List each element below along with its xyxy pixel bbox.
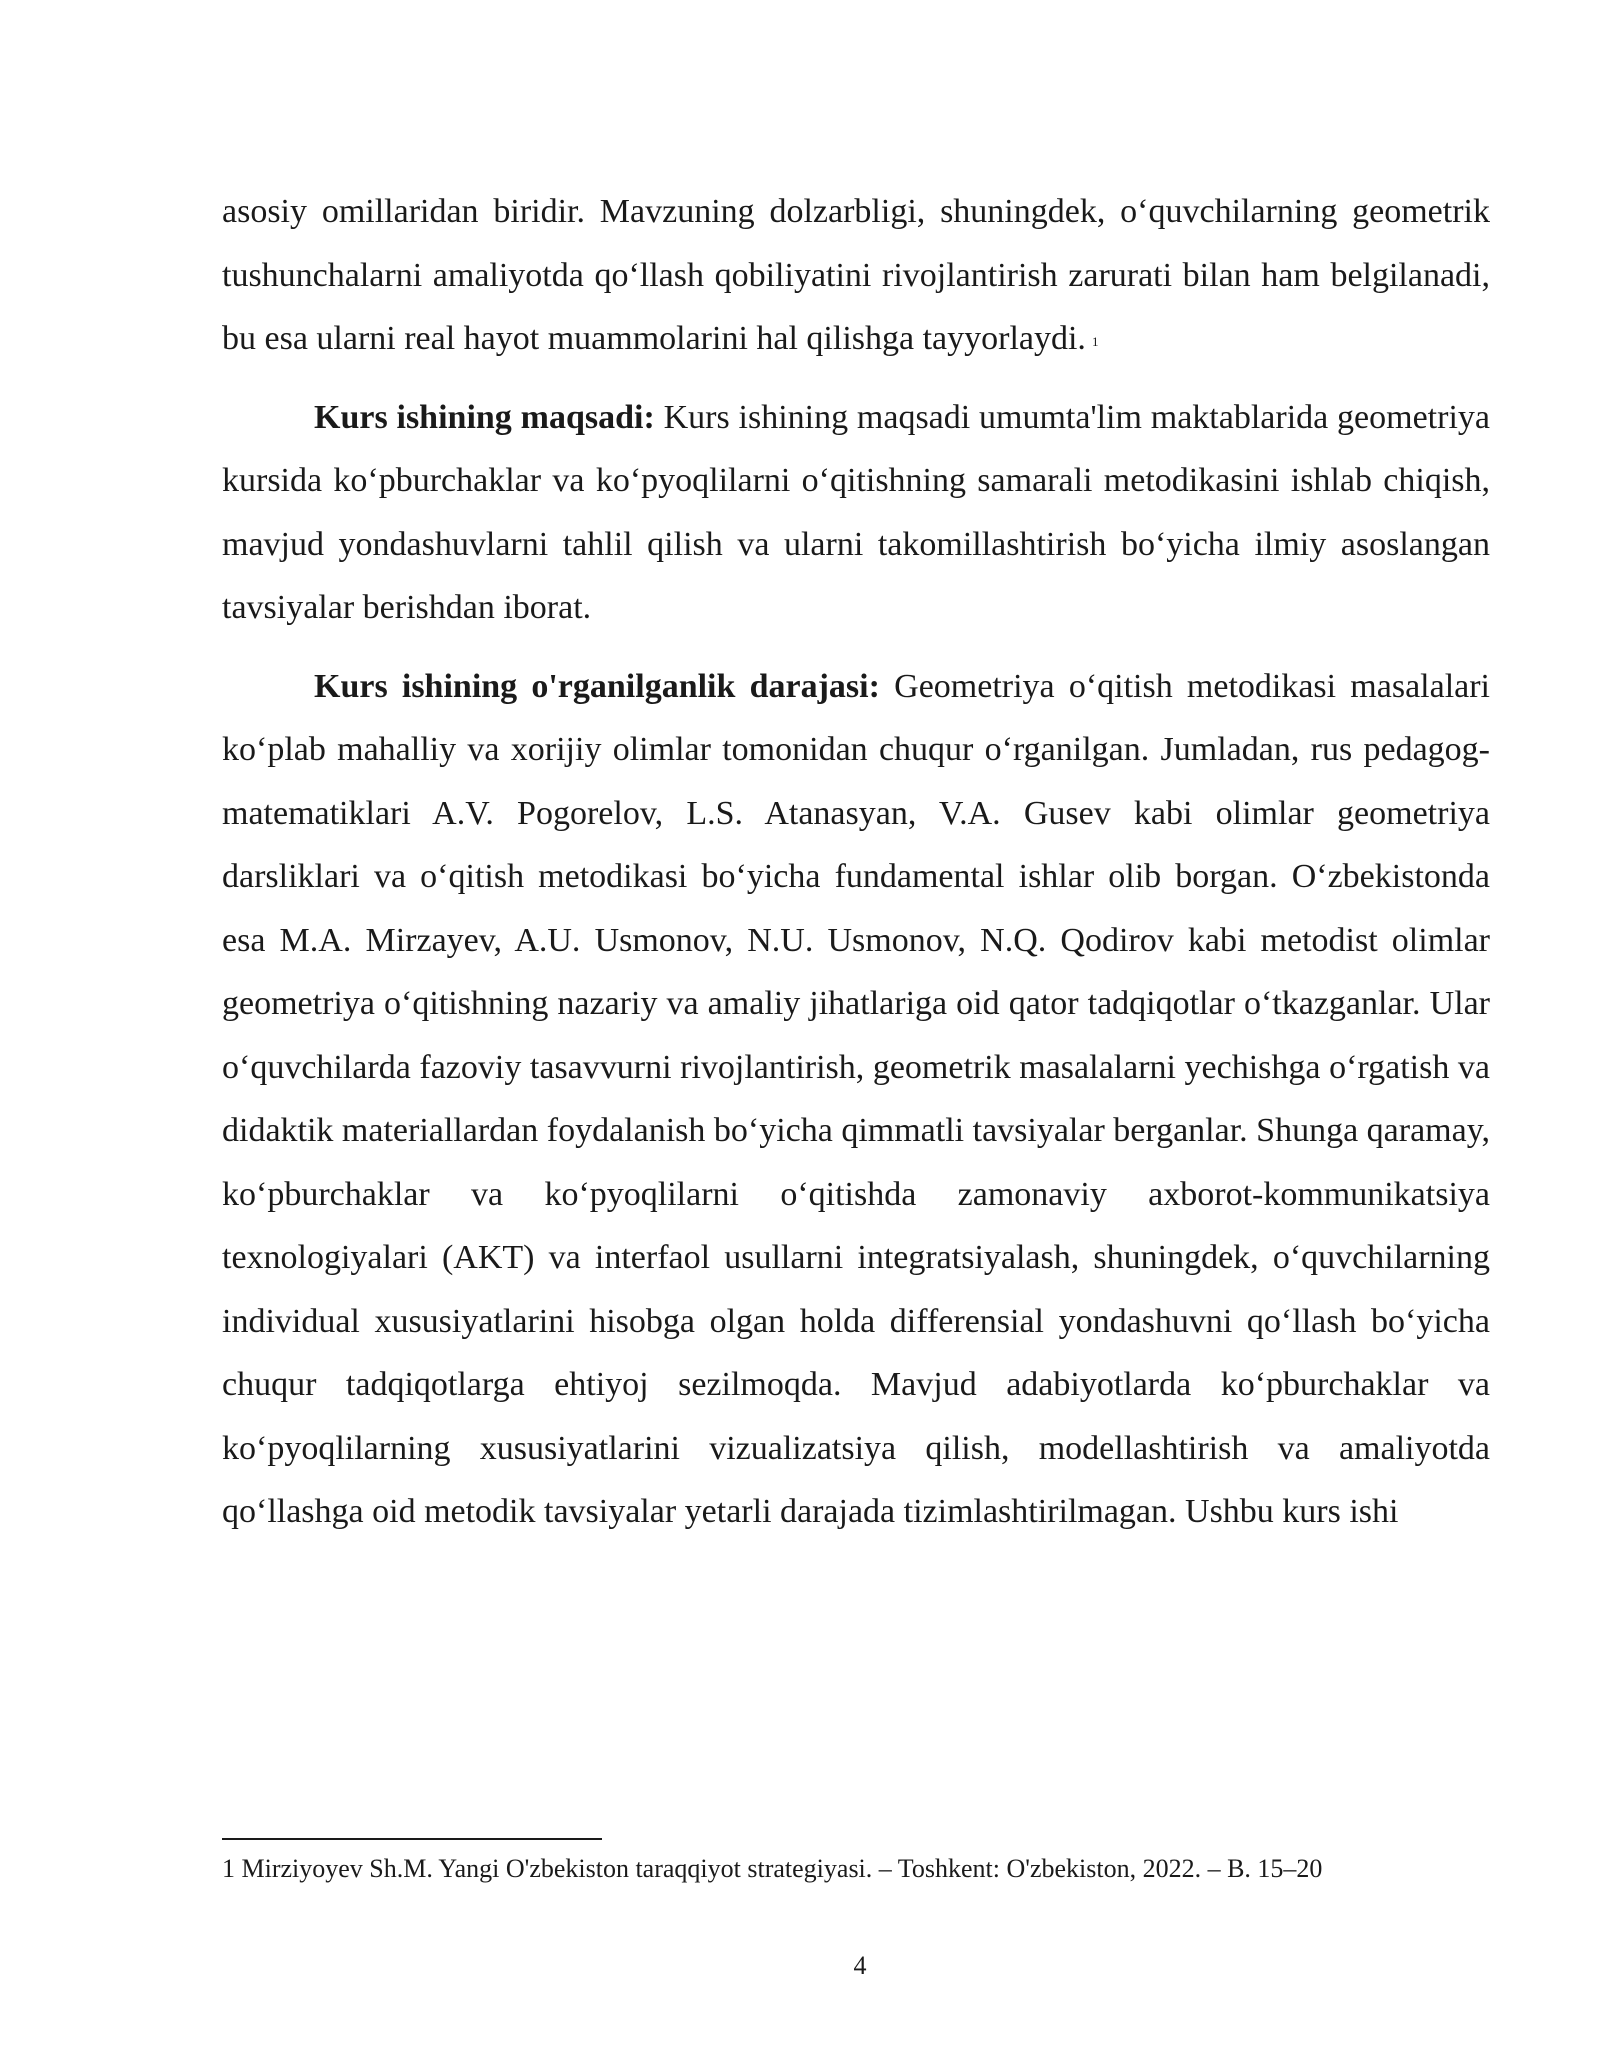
footnote-reference[interactable]: 1 <box>1091 334 1099 349</box>
paragraph-text: Geometriya o‘qitish metodikasi masalalari ko‘plab mahalliy va xorijiy olimlar tomonidan chuqur o‘rganilgan. Jumladan, rus pedagog-matematiklari A.V. Pogorelov, L.S. Atanasyan, V.A. Gusev kabi olimlar geometriya darsliklari va o‘qitish metodikasi bo‘yicha fundamental ishlar olib borgan. O‘zbekistonda esa M.A. Mirzayev, A.U. Usmonov, N.U. Usmonov, N.Q. Qodirov kabi metodist olimlar geometriya o‘qitishning nazariy va amaliy jihatlariga oid qator tadqiqotlar o‘tkazganlar. Ular o‘quvchilarda fazoviy tasavvurni rivojlantirish, geometrik masalalarni yechishga o‘rgatish va didaktik materiallardan foydalanish bo‘yicha qimmatli tavsiyalar berganlar. Shunga qaramay, ko‘pburchaklar va ko‘pyoqlilarni o‘qitishda zamonaviy axborot-kommunikatsiya texnologiyalari (AKT) va interfaol usullarni integratsiyalash, shuningdek, o‘quvchilarning individual xususiyatlarini hisobga olgan holda differensial yondashuvni qo‘llash bo‘yicha chuqur tadqiqotlarga ehtiyoj sezilmoqda. Mavjud adabiyotlarda ko‘pburchaklar va ko‘pyoqlilarning xususiyatlarini vizualizatsiya qilish, modellashtirish va amaliyotda qo‘llashga oid metodik tavsiyalar yetarli darajada tizimlashtirilmagan. Ushbu kurs ishi <box>222 667 1491 1530</box>
paragraph-study-level <box>222 655 1490 1544</box>
paragraph-intro-continuation <box>222 180 1490 371</box>
footnote: 1 Mirziyoyev Sh.M. Yangi O'zbekiston taraqqiyot strategiyasi. – Toshkent: O'zbekiston, 2022. – B. 15–20 <box>222 1854 1323 1883</box>
paragraph-heading-study-level: Kurs ishining o'rganilganlik darajasi: <box>314 667 880 705</box>
footnote-separator <box>222 1838 602 1840</box>
page-number: 4 <box>853 1951 867 1980</box>
paragraph-heading-goal: Kurs ishining maqsadi: <box>314 398 655 436</box>
paragraph-course-goal <box>222 386 1490 640</box>
paragraph-text: asosiy omillaridan biridir. Mavzuning dolzarbligi, shuningdek, o‘quvchilarning geometrik tushunchalarni amaliyotda qo‘llash qobiliyatini rivojlantirish zarurati bilan ham belgilanadi, bu esa ularni real hayot muammolarini hal qilishga tayyorlaydi. <box>222 193 1490 357</box>
body-text <box>222 180 1490 1559</box>
paragraph-text: Kurs ishining maqsadi umumta'lim maktablarida geometriya kursida ko‘pburchaklar va ko‘pyoqlilarni o‘qitishning samarali metodikasini ishlab chiqish, mavjud yondashuvlarni tahlil qilish va ularni takomillashtirish bo‘yicha ilmiy asoslangan tavsiyalar berishdan iborat. <box>222 398 1490 626</box>
